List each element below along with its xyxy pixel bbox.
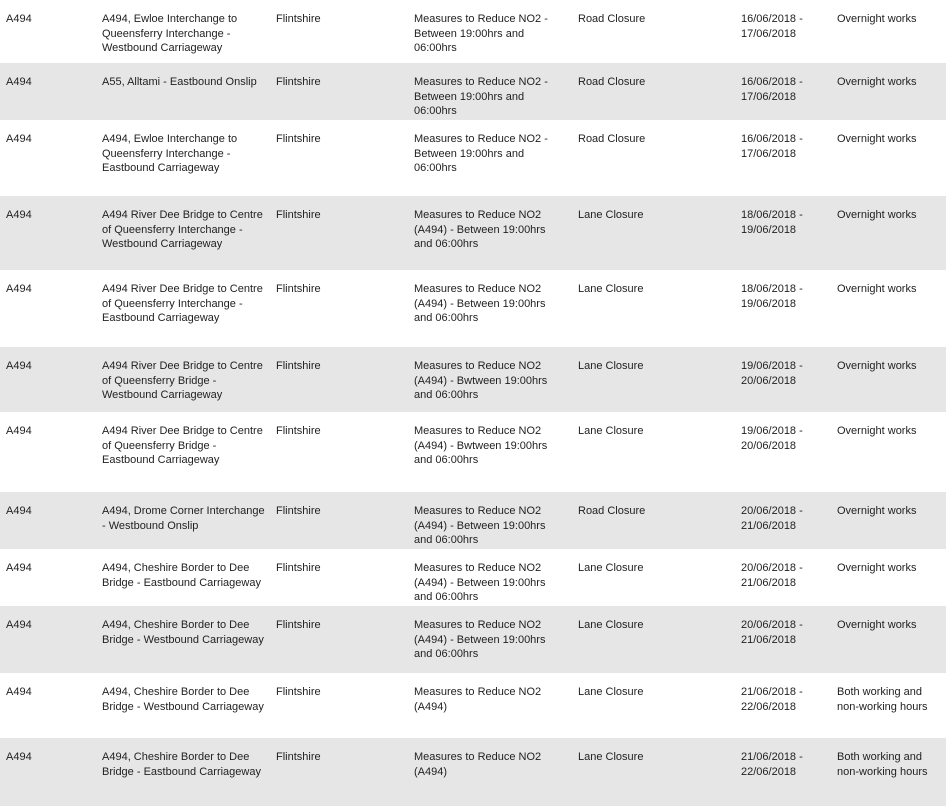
notes-cell: Overnight works — [837, 360, 917, 372]
closure-type-cell: Road Closure — [578, 505, 646, 517]
description-cell: Measures to Reduce NO2 (A494) - Bwtween 19:00hrs and 06:00hrs — [414, 360, 548, 401]
description-cell: Measures to Reduce NO2 (A494) - Between 19:00hrs and 06:00hrs — [414, 619, 546, 660]
closure-type-cell: Lane Closure — [578, 425, 644, 437]
location-cell: A494, Drome Corner Interchange - Westbound Onslip — [102, 505, 265, 532]
date-cell: 16/06/2018 - 17/06/2018 — [741, 133, 803, 160]
road-cell: A494 — [6, 283, 32, 295]
date-cell: 19/06/2018 - 20/06/2018 — [741, 360, 803, 387]
location-cell: A494 River Dee Bridge to Centre of Queensferry Interchange - Westbound Carriageway — [102, 209, 263, 250]
notes-cell: Overnight works — [837, 619, 917, 631]
location-cell: A494, Cheshire Border to Dee Bridge - Westbound Carriageway — [102, 686, 264, 713]
date-cell: 18/06/2018 - 19/06/2018 — [741, 209, 803, 236]
table-row — [0, 0, 946, 63]
notes-cell: Overnight works — [837, 505, 917, 517]
county-cell: Flintshire — [276, 505, 321, 517]
road-cell: A494 — [6, 686, 32, 698]
description-cell: Measures to Reduce NO2 (A494) - Between 19:00hrs and 06:00hrs — [414, 209, 546, 250]
road-cell: A494 — [6, 751, 32, 763]
road-cell: A494 — [6, 360, 32, 372]
date-cell: 16/06/2018 - 17/06/2018 — [741, 13, 803, 40]
county-cell: Flintshire — [276, 619, 321, 631]
closure-type-cell: Road Closure — [578, 13, 646, 25]
county-cell: Flintshire — [276, 751, 321, 763]
notes-cell: Overnight works — [837, 209, 917, 221]
table-row — [0, 347, 946, 412]
road-cell: A494 — [6, 76, 32, 88]
road-cell: A494 — [6, 13, 32, 25]
county-cell: Flintshire — [276, 360, 321, 372]
date-cell: 20/06/2018 - 21/06/2018 — [741, 619, 803, 646]
date-cell: 20/06/2018 - 21/06/2018 — [741, 505, 803, 532]
table-row — [0, 738, 946, 806]
notes-cell: Both working and non-working hours — [837, 686, 928, 713]
description-cell: Measures to Reduce NO2 (A494) - Between 19:00hrs and 06:00hrs — [414, 562, 546, 603]
county-cell: Flintshire — [276, 76, 321, 88]
table-row — [0, 412, 946, 492]
closure-type-cell: Lane Closure — [578, 751, 644, 763]
table-row — [0, 63, 946, 120]
county-cell: Flintshire — [276, 209, 321, 221]
date-cell: 20/06/2018 - 21/06/2018 — [741, 562, 803, 589]
location-cell: A494 River Dee Bridge to Centre of Queensferry Bridge - Westbound Carriageway — [102, 360, 263, 401]
date-cell: 19/06/2018 - 20/06/2018 — [741, 425, 803, 452]
closure-type-cell: Lane Closure — [578, 360, 644, 372]
closure-type-cell: Lane Closure — [578, 209, 644, 221]
notes-cell: Overnight works — [837, 562, 917, 574]
closure-type-cell: Lane Closure — [578, 619, 644, 631]
closure-type-cell: Lane Closure — [578, 562, 644, 574]
county-cell: Flintshire — [276, 283, 321, 295]
table-row — [0, 549, 946, 606]
date-cell: 21/06/2018 - 22/06/2018 — [741, 751, 803, 778]
table-row — [0, 120, 946, 196]
table-row — [0, 196, 946, 270]
location-cell: A494 River Dee Bridge to Centre of Queensferry Interchange - Eastbound Carriageway — [102, 283, 263, 324]
location-cell: A494, Cheshire Border to Dee Bridge - Eastbound Carriageway — [102, 751, 261, 778]
description-cell: Measures to Reduce NO2 (A494) — [414, 751, 542, 778]
notes-cell: Overnight works — [837, 133, 917, 145]
notes-cell: Overnight works — [837, 283, 917, 295]
description-cell: Measures to Reduce NO2 (A494) - Between 19:00hrs and 06:00hrs — [414, 505, 546, 546]
notes-cell: Overnight works — [837, 13, 917, 25]
table-row — [0, 673, 946, 738]
notes-cell: Overnight works — [837, 425, 917, 437]
notes-cell: Overnight works — [837, 76, 917, 88]
road-cell: A494 — [6, 133, 32, 145]
date-cell: 16/06/2018 - 17/06/2018 — [741, 76, 803, 103]
road-cell: A494 — [6, 425, 32, 437]
table-row — [0, 492, 946, 549]
county-cell: Flintshire — [276, 13, 321, 25]
table-row — [0, 270, 946, 347]
county-cell: Flintshire — [276, 562, 321, 574]
location-cell: A494, Ewloe Interchange to Queensferry Interchange - Westbound Carriageway — [102, 13, 238, 54]
county-cell: Flintshire — [276, 133, 321, 145]
road-cell: A494 — [6, 562, 32, 574]
closure-type-cell: Lane Closure — [578, 686, 644, 698]
date-cell: 21/06/2018 - 22/06/2018 — [741, 686, 803, 713]
county-cell: Flintshire — [276, 686, 321, 698]
description-cell: Measures to Reduce NO2 (A494) - Bwtween 19:00hrs and 06:00hrs — [414, 425, 548, 466]
location-cell: A494, Cheshire Border to Dee Bridge - Westbound Carriageway — [102, 619, 264, 646]
location-cell: A494, Cheshire Border to Dee Bridge - Eastbound Carriageway — [102, 562, 261, 589]
description-cell: Measures to Reduce NO2 (A494) — [414, 686, 542, 713]
description-cell: Measures to Reduce NO2 (A494) - Between 19:00hrs and 06:00hrs — [414, 283, 546, 324]
description-cell: Measures to Reduce NO2 - Between 19:00hrs and 06:00hrs — [414, 13, 548, 54]
closure-type-cell: Lane Closure — [578, 283, 644, 295]
road-cell: A494 — [6, 505, 32, 517]
description-cell: Measures to Reduce NO2 - Between 19:00hrs and 06:00hrs — [414, 133, 548, 174]
location-cell: A494, Ewloe Interchange to Queensferry Interchange - Eastbound Carriageway — [102, 133, 238, 174]
notes-cell: Both working and non-working hours — [837, 751, 928, 778]
description-cell: Measures to Reduce NO2 - Between 19:00hrs and 06:00hrs — [414, 76, 548, 117]
closure-type-cell: Road Closure — [578, 133, 646, 145]
road-cell: A494 — [6, 209, 32, 221]
county-cell: Flintshire — [276, 425, 321, 437]
location-cell: A494 River Dee Bridge to Centre of Queensferry Bridge - Eastbound Carriageway — [102, 425, 263, 466]
road-cell: A494 — [6, 619, 32, 631]
closure-type-cell: Road Closure — [578, 76, 646, 88]
table-row — [0, 606, 946, 673]
date-cell: 18/06/2018 - 19/06/2018 — [741, 283, 803, 310]
location-cell: A55, Alltami - Eastbound Onslip — [102, 76, 257, 88]
